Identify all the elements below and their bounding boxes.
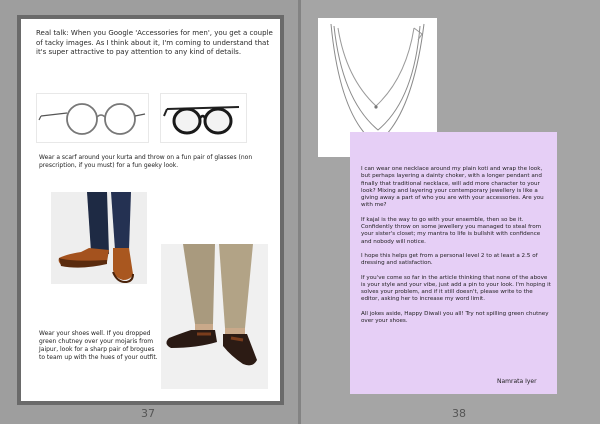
intro-paragraph: Real talk: When you Google 'Accessories for men', you get a couple of tacky images. As I think about it, I'm coming to understand that it's super attractive to pay attention to any kind of details.	[36, 29, 273, 56]
brown-brogues-photo	[51, 192, 147, 284]
article-paragraph: All jokes aside, Happy Diwali you all! Try not spilling green chutney over your shoes.	[361, 310, 549, 325]
author-signature: Namrata Iyer	[497, 378, 537, 385]
article-paragraph: If you've come so far in the article thinking that none of the above is your style and your vibe, just add a pin to your look. I'm hoping it solves your problem, and if it still doesn't, please write to the editor, asking her to increase my word limit.	[361, 274, 551, 303]
article-body	[361, 166, 551, 325]
shoes-caption: Wear your shoes well. If you dropped green chutney over your mojaris from Jaipur, look for a sharp pair of brogues to team up with the hues of your outfit.	[39, 330, 158, 361]
dark-glasses-photo	[160, 93, 247, 143]
page-gutter	[298, 0, 301, 424]
page-number-37: 37	[141, 407, 155, 420]
article-paragraph: I hope this helps get from a personal level 2 to at least a 2.5 of dressing and satisfaction.	[361, 252, 538, 267]
glasses-caption: Wear a scarf around your kurta and throw on a fun pair of glasses (non prescription, if you must) for a fun geeky look.	[39, 154, 253, 169]
round-glasses-photo	[36, 93, 149, 143]
article-paragraph: If kajal is the way to go with your ensemble, then so be it. Confidently throw on some jewellery you managed to steal from your sister's closet; my mantra to life is bullshit with confidence and nobody will notice.	[361, 216, 542, 245]
page-number-38: 38	[452, 407, 466, 420]
article-paragraph: I can wear one necklace around my plain koti and wrap the look, but perhaps layering a dainty choker, with a longer pendant and finally that traditional necklace, will add more character to your look? Mixing and layering your contemporary jewellery is like a giving away a part of who you are with your accessories. Are you with me?	[361, 166, 544, 209]
loafers-photo	[161, 244, 268, 389]
